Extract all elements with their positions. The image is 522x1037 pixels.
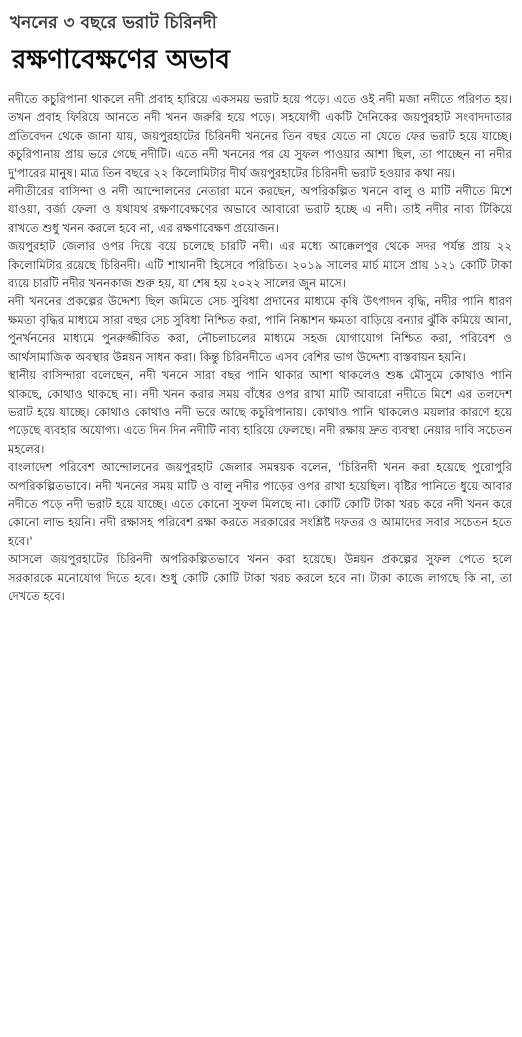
article-paragraph: নদী খননের প্রকল্পের উদ্দেশ্য ছিল জমিতে সেচ সুবিধা প্রদানের মাধ্যমে কৃষি উৎপাদন বৃদ্ধি, নদীর পানি ধারণ ক্ষমতা বৃদ্ধির মাধ্যমে সারা বছর সেচ সুবিধা নিশ্চিত করা, পানি নিষ্কাশন ক্ষমতা বাড়িয়ে বন্যার ঝুঁকি কমিয়ে আনা, পুনর্খননের মাধ্যমে পুনরুজ্জীবিত করা, নৌচলাচলের মাধ্যমে সহজ যোগাযোগ নিশ্চিত করা, পরিবেশ ও আর্থসামাজিক অবস্থার উন্নয়ন সাধন করা। কিন্তু চিরিনদীতে এসব বেশির ভাগ উদ্দেশ্য বাস্তবায়ন হয়নি। (8, 294, 512, 364)
article-paragraph: স্থানীয় বাসিন্দারা বলেছেন, নদী খননে সারা বছর পানি থাকার আশা থাকলেও শুষ্ক মৌসুমে কোথাও পানি থাকছে, কোথাও থাকছে না। নদী খনন করার সময় বাঁধের ওপর রাখা মাটি আবারো নদীতে মিশে এর তলদেশ ভরাট হয়ে যাচ্ছে। কোথাও কোথাও নদী ভরে আছে কচুরিপানায়। কোথাও পানি থাকলেও ময়লার কারণে হয়ে পড়েছে ব্যবহার অযোগ্য। এতে দিন দিন নদীটি নাব্য হারিয়ে ফেলছে। নদী রক্ষায় দ্রুত ব্যবস্থা নেয়ার দাবি সচেতন মহলের। (8, 368, 512, 456)
article-paragraph: নদীতীরের বাসিন্দা ও নদী আন্দোলনের নেতারা মনে করছেন, অপরিকল্পিত খননে বালু ও মাটি নদীতে মিশে যাওয়া, বর্জ্য ফেলা ও যথাযথ রক্ষণাবেক্ষণের অভাবে আবারো ভরাট হচ্ছে এ নদী। তাই নদীর নাব্য টিকিয়ে রাখতে শুধু খনন করলে হবে না, এর রক্ষণাবেক্ষণ প্রয়োজন। (8, 184, 512, 235)
article-body (8, 90, 512, 605)
article-paragraph: জয়পুরহাট জেলার ওপর দিয়ে বয়ে চলেছে চারটি নদী। এর মধ্যে আক্কেলপুর থেকে সদর পর্যন্ত প্রায় ২২ কিলোমিটার রয়েছে চিরিনদী। এটি শাখানদী হিসেবে পরিচিত। ২০১৯ সালের মার্চ মাসে প্রায় ১২১ কোটি টাকা ব্যয়ে চারটি নদীর খননকাজ শুরু হয়, যা শেষ হয় ২০২২ সালের জুন মাসে। (8, 239, 512, 291)
article-headline: রক্ষণাবেক্ষণের অভাব (12, 45, 231, 75)
article-paragraph: আসলে জয়পুরহাটের চিরিনদী অপরিকল্পিতভাবে খনন করা হয়েছে। উন্নয়ন প্রকল্পের সুফল পেতে হলে সরকারকে মনোযোগ দিতে হবে। শুধু কোটি কোটি টাকা খরচ করলে হবে না। টাকা কাজে লাগছে কি না, তা দেখতে হবে। (8, 552, 512, 603)
article-kicker: খননের ৩ বছরে ভরাট চিরিনদী (10, 13, 217, 33)
article-paragraph: নদীতে কচুরিপানা থাকলে নদী প্রবাহ হারিয়ে একসময় ভরাট হয়ে পড়ে। এতে ওই নদী মজা নদীতে পরিণত হয়। তখন প্রবাহ ফিরিয়ে আনতে নদী খনন জরুরি হয়ে পড়ে। সহযোগী একটি দৈনিকের জয়পুরহাট সংবাদদাতার প্রতিবেদন থেকে জানা যায়, জয়পুরহাটের চিরিনদী খননের তিন বছর যেতে না যেতে ফের ভরাট হয়ে যাচ্ছে। কচুরিপানায় প্রায় ভরে গেছে নদীটি। এতে নদী খননের পর যে সুফল পাওয়ার আশা ছিল, তা পাচ্ছেন না নদীর দু'পারের মানুষ। মাত্র তিন বছরে ২২ কিলোমিটার দীর্ঘ জয়পুরহাটের চিরিনদী ভরাট হওয়ার কথা নয়। (8, 92, 512, 180)
article-paragraph: বাংলাদেশ পরিবেশ আন্দোলনের জয়পুরহাট জেলার সমন্বয়ক বলেন, 'চিরিনদী খনন করা হয়েছে পুরোপুরি অপরিকল্পিতভাবে। নদী খননের সময় মাটি ও বালু নদীর পাড়ের ওপর রাখা হয়েছিল। বৃষ্টির পানিতে ধুয়ে আবার নদীতে পড়ে নদী ভরাট হয়ে যাচ্ছে। এতে কোনো সুফল মিলছে না। কোটি কোটি টাকা খরচ করে নদী খনন করে কোনো লাভ হয়নি। নদী রক্ষাসহ পরিবেশ রক্ষা করতে সরকারের সংশ্লিষ্ট দফতর ও আমাদের সবার সচেতন হতে হবে।' (8, 460, 512, 548)
